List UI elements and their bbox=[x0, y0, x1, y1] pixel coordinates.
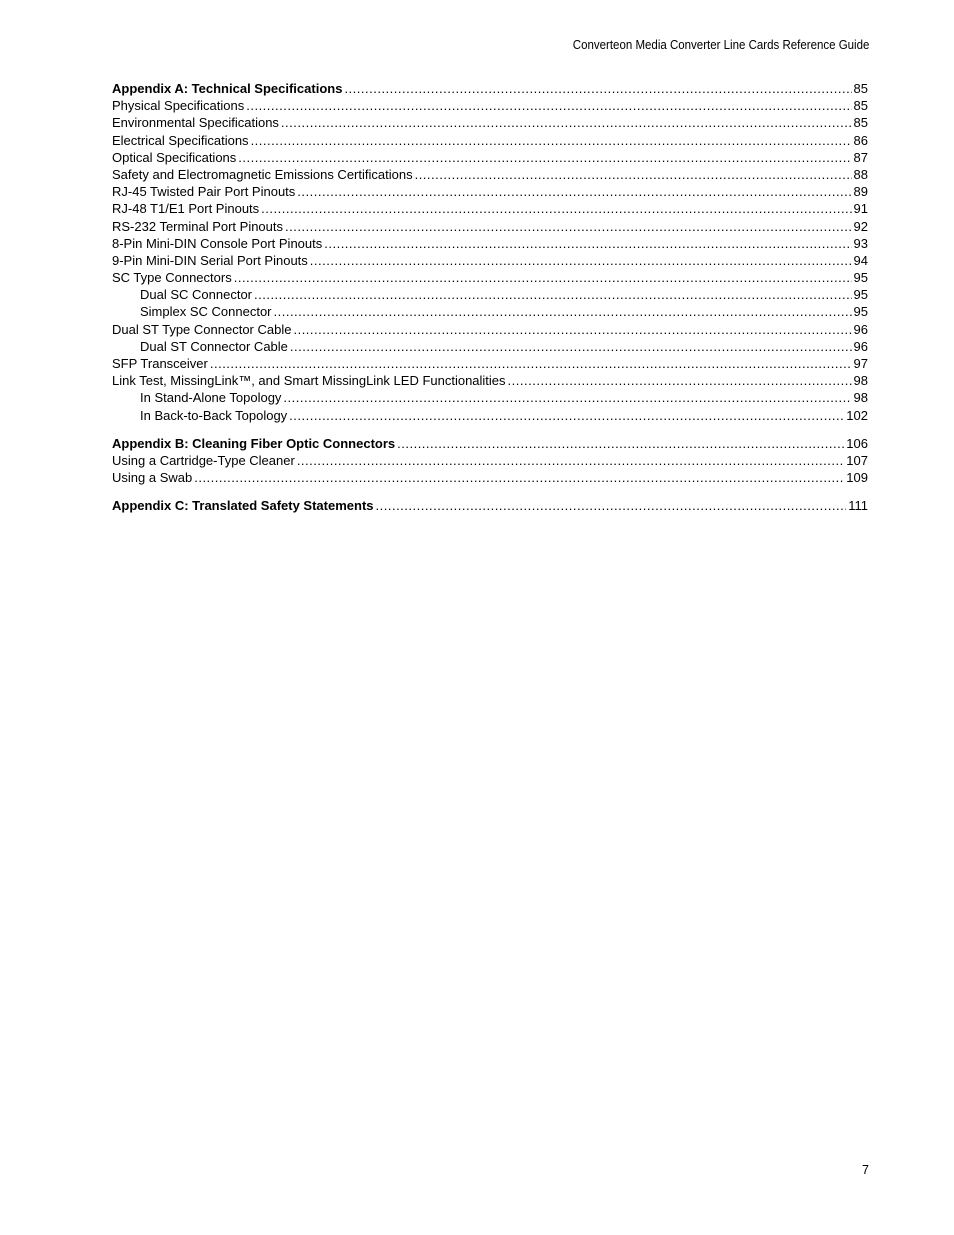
running-header: Converteon Media Converter Line Cards Reference Guide bbox=[572, 38, 869, 52]
dot-leader bbox=[254, 286, 852, 303]
toc-entry-title: Simplex SC Connector bbox=[140, 304, 272, 320]
dot-leader bbox=[397, 435, 844, 452]
dot-leader bbox=[261, 200, 851, 217]
toc-entry[interactable] bbox=[112, 497, 868, 514]
dot-leader bbox=[210, 355, 852, 372]
dot-leader bbox=[310, 252, 852, 269]
dot-leader bbox=[274, 303, 852, 320]
toc-entry[interactable] bbox=[112, 286, 868, 303]
toc-entry-title: Using a Cartridge-Type Cleaner bbox=[112, 452, 295, 468]
toc-entry-title: Appendix A: Technical Specifications bbox=[112, 81, 343, 96]
toc-entry[interactable] bbox=[112, 97, 868, 114]
toc-entry-title: Safety and Electromagnetic Emissions Certifications bbox=[112, 166, 413, 182]
toc-entry-page: 88 bbox=[853, 166, 868, 182]
toc-entry-page: 94 bbox=[853, 252, 868, 268]
toc-entry-page: 95 bbox=[853, 304, 868, 320]
toc-entry[interactable] bbox=[112, 469, 868, 486]
toc-entry[interactable] bbox=[112, 269, 868, 286]
toc-entry-title: Electrical Specifications bbox=[112, 132, 249, 148]
dot-leader bbox=[285, 218, 852, 235]
toc-entry-title: Optical Specifications bbox=[112, 149, 237, 165]
toc-entry[interactable] bbox=[112, 321, 868, 338]
toc-entry-page: 102 bbox=[846, 407, 868, 423]
toc-entry-title: Environmental Specifications bbox=[112, 115, 279, 131]
toc-entry-page: 85 bbox=[853, 98, 868, 114]
toc-entry-page: 109 bbox=[846, 470, 868, 486]
dot-leader bbox=[234, 269, 852, 286]
toc-entry[interactable] bbox=[112, 338, 868, 355]
toc-entry-page: 92 bbox=[853, 218, 868, 234]
dot-leader bbox=[344, 80, 851, 97]
toc-entry-title: RJ-45 Twisted Pair Port Pinouts bbox=[112, 184, 296, 200]
dot-leader bbox=[293, 321, 851, 338]
toc-entry[interactable] bbox=[112, 235, 868, 252]
dot-leader bbox=[297, 452, 844, 469]
toc-entry-title: Dual SC Connector bbox=[140, 287, 252, 303]
toc-entry-page: 97 bbox=[853, 356, 868, 371]
toc-entry-title: In Back-to-Back Topology bbox=[140, 407, 288, 423]
toc-entry-title: In Stand-Alone Topology bbox=[140, 390, 282, 406]
dot-leader bbox=[289, 407, 844, 424]
toc-entry-page: 107 bbox=[846, 452, 868, 468]
toc-entry-page: 95 bbox=[853, 270, 868, 286]
toc-entry[interactable] bbox=[112, 132, 868, 149]
dot-leader bbox=[238, 149, 851, 166]
dot-leader bbox=[297, 183, 851, 200]
toc-entry-page: 96 bbox=[853, 321, 868, 337]
toc-entry[interactable] bbox=[112, 149, 868, 166]
toc-entry-page: 96 bbox=[853, 338, 868, 354]
dot-leader bbox=[376, 497, 847, 514]
dot-leader bbox=[290, 338, 852, 355]
toc-entry-title: Dual ST Type Connector Cable bbox=[112, 321, 292, 337]
toc-entry[interactable] bbox=[112, 372, 868, 389]
dot-leader bbox=[281, 114, 852, 131]
toc-entry[interactable] bbox=[112, 452, 868, 469]
dot-leader bbox=[246, 97, 851, 114]
toc-entry-page: 93 bbox=[853, 235, 868, 251]
toc-entry-title: 9-Pin Mini-DIN Serial Port Pinouts bbox=[112, 252, 308, 268]
toc-entry-title: 8-Pin Mini-DIN Console Port Pinouts bbox=[112, 235, 323, 251]
toc-entry[interactable] bbox=[112, 252, 868, 269]
toc-entry-title: Physical Specifications bbox=[112, 98, 245, 114]
dot-leader bbox=[251, 132, 852, 149]
toc-entry[interactable] bbox=[112, 303, 868, 320]
toc-entry-page: 87 bbox=[853, 149, 868, 165]
toc-entry-title: Appendix B: Cleaning Fiber Optic Connectors bbox=[112, 435, 396, 451]
dot-leader bbox=[194, 469, 844, 486]
toc-entry-title: Dual ST Connector Cable bbox=[140, 338, 288, 354]
page-number: 7 bbox=[862, 1163, 869, 1177]
toc-entry-title: RJ-48 T1/E1 Port Pinouts bbox=[112, 201, 260, 217]
dot-leader bbox=[324, 235, 851, 252]
toc-entry[interactable] bbox=[112, 200, 868, 217]
toc-entry-page: 106 bbox=[846, 435, 868, 451]
toc-entry[interactable] bbox=[112, 355, 868, 372]
toc-entry[interactable] bbox=[112, 80, 868, 97]
dot-leader bbox=[508, 372, 852, 389]
toc-entry-title: SC Type Connectors bbox=[112, 270, 232, 286]
toc-entry-page: 98 bbox=[853, 373, 868, 389]
toc-entry-page: 89 bbox=[853, 184, 868, 200]
toc-entry-page: 91 bbox=[853, 201, 868, 217]
toc-entry-title: Using a Swab bbox=[112, 470, 193, 486]
toc-entry-title: RS-232 Terminal Port Pinouts bbox=[112, 218, 284, 234]
dot-leader bbox=[283, 389, 851, 406]
toc-entry[interactable] bbox=[112, 218, 868, 235]
toc-entry-page: 85 bbox=[853, 81, 868, 96]
toc-entry[interactable] bbox=[112, 166, 868, 183]
toc-entry-page: 98 bbox=[853, 390, 868, 406]
toc-entry-page: 86 bbox=[853, 132, 868, 148]
toc-entry[interactable] bbox=[112, 407, 868, 424]
table-of-contents bbox=[112, 80, 868, 515]
toc-entry-page: 85 bbox=[853, 115, 868, 131]
toc-entry[interactable] bbox=[112, 389, 868, 406]
dot-leader bbox=[415, 166, 852, 183]
toc-entry[interactable] bbox=[112, 114, 868, 131]
toc-entry-title: Link Test, MissingLink™, and Smart MissingLink LED Functionalities bbox=[112, 373, 506, 389]
toc-entry-page: 95 bbox=[853, 287, 868, 303]
toc-entry-title: Appendix C: Translated Safety Statements bbox=[112, 498, 374, 514]
toc-entry-page: 111 bbox=[848, 498, 868, 514]
toc-entry-title: SFP Transceiver bbox=[112, 356, 208, 371]
toc-entry[interactable] bbox=[112, 435, 868, 452]
toc-entry[interactable] bbox=[112, 183, 868, 200]
